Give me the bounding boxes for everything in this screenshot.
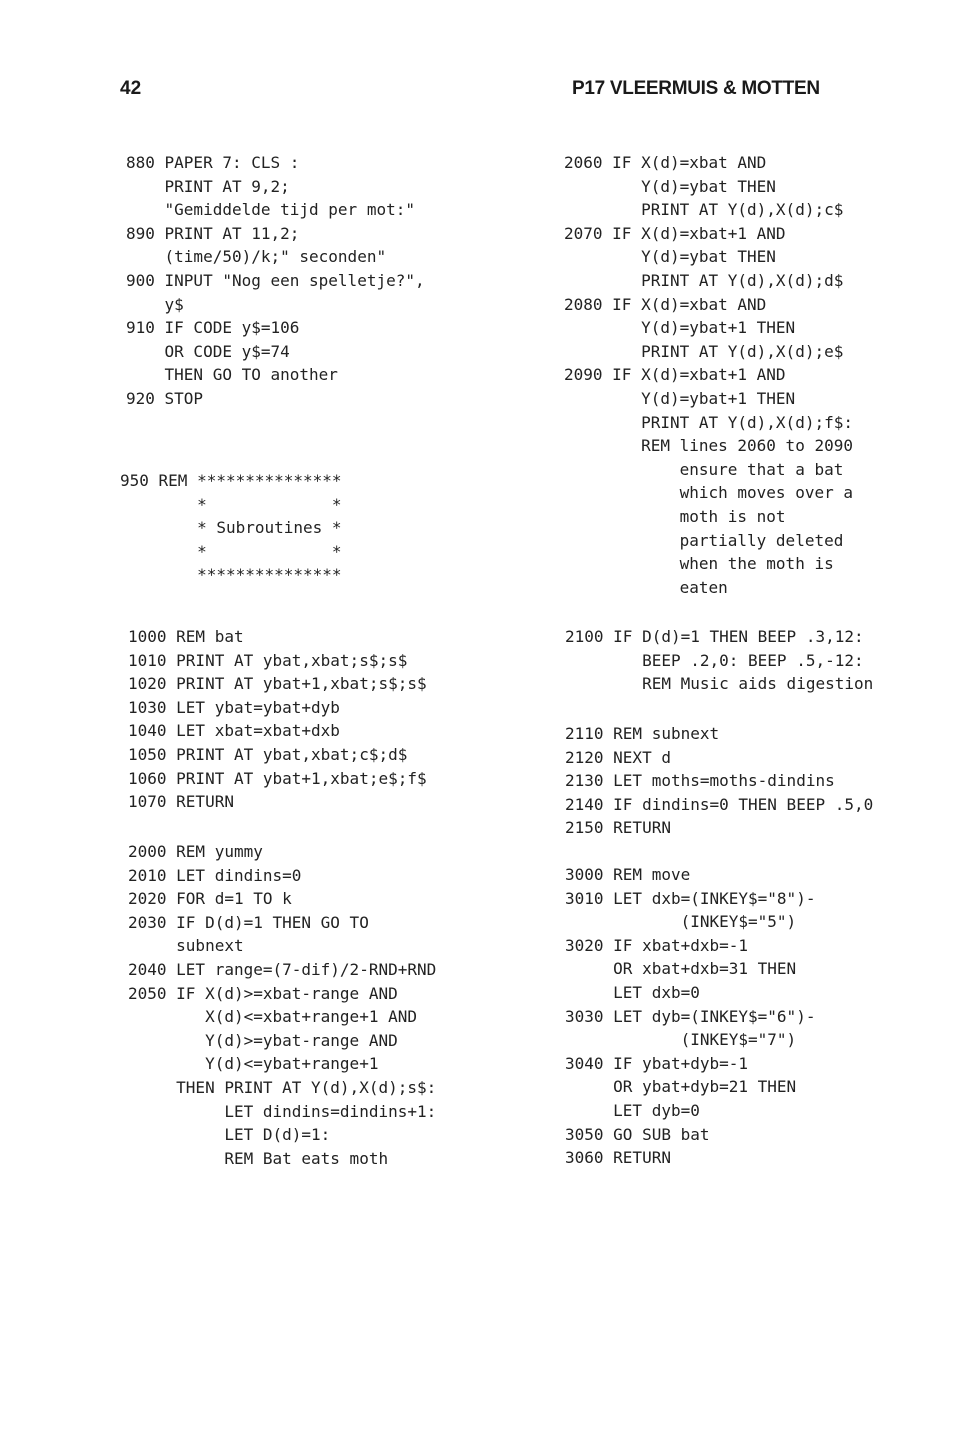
program-listing-bat-subroutine: 1000 REM bat 1010 PRINT AT ybat,xbat;s$;s$ 1020 PRINT AT ybat+1,xbat;s$;s$ 1030 LET ybat=ybat+dyb 1040 LET xbat=xbat+dxb 1050 PRINT AT ybat,xbat;c$;d$ 1060 PRINT AT ybat+1,xbat;e$;f$ 1070 RETURN	[128, 627, 427, 812]
page-number: 42	[120, 78, 142, 99]
subroutines-banner-rem: 950 REM *************** * * * Subroutines * * * ***************	[120, 471, 342, 585]
chapter-title: P17 VLEERMUIS & MOTTEN	[572, 78, 820, 99]
program-listing-lines-2060-2090: 2060 IF X(d)=xbat AND Y(d)=ybat THEN PRINT AT Y(d),X(d);c$ 2070 IF X(d)=xbat+1 AND Y(d)=ybat THEN PRINT AT Y(d),X(d);d$ 2080 IF X(d)=xbat AND Y(d)=ybat+1 THEN PRINT AT Y(d),X(d);e$ 2090 IF X(d)=xbat+1 AND Y(d)=ybat+1 THEN PRINT AT Y(d),X(d);f$: REM lines 2060 to 2090 ensure that a bat which moves over a moth is not partially deleted when the moth is eaten	[564, 153, 853, 597]
program-listing-subnext: 2110 REM subnext 2120 NEXT d 2130 LET moths=moths-dindins 2140 IF dindins=0 THEN BEEP .5,0 2150 RETURN	[565, 724, 874, 838]
program-listing-move-subroutine: 3000 REM move 3010 LET dxb=(INKEY$="8")- (INKEY$="5") 3020 IF xbat+dxb=-1 OR xbat+dxb=31 THEN LET dxb=0 3030 LET dyb=(INKEY$="6")- (INKEY$="7") 3040 IF ybat+dyb=-1 OR ybat+dyb=21 THEN LET dyb=0 3050 GO SUB bat 3060 RETURN	[565, 865, 816, 1168]
program-listing-line-2100: 2100 IF D(d)=1 THEN BEEP .3,12: BEEP .2,0: BEEP .5,-12: REM Music aids digestion	[565, 627, 874, 694]
program-listing-lines-880-920: 880 PAPER 7: CLS : PRINT AT 9,2; "Gemiddelde tijd per mot:" 890 PRINT AT 11,2; (time/50)/k;" seconden" 900 INPUT "Nog een spelletje?", y$ 910 IF CODE y$=106 OR CODE y$=74 THEN GO TO another 920 STOP	[126, 153, 425, 408]
program-listing-yummy-subroutine: 2000 REM yummy 2010 LET dindins=0 2020 FOR d=1 TO k 2030 IF D(d)=1 THEN GO TO subnext 2040 LET range=(7-dif)/2-RND+RND 2050 IF X(d)>=xbat-range AND X(d)<=xbat+range+1 AND Y(d)>=ybat-range AND Y(d)<=ybat+range+1 THEN PRINT AT Y(d),X(d);s$: LET dindins=dindins+1: LET D(d)=1: REM Bat eats moth	[128, 842, 437, 1168]
